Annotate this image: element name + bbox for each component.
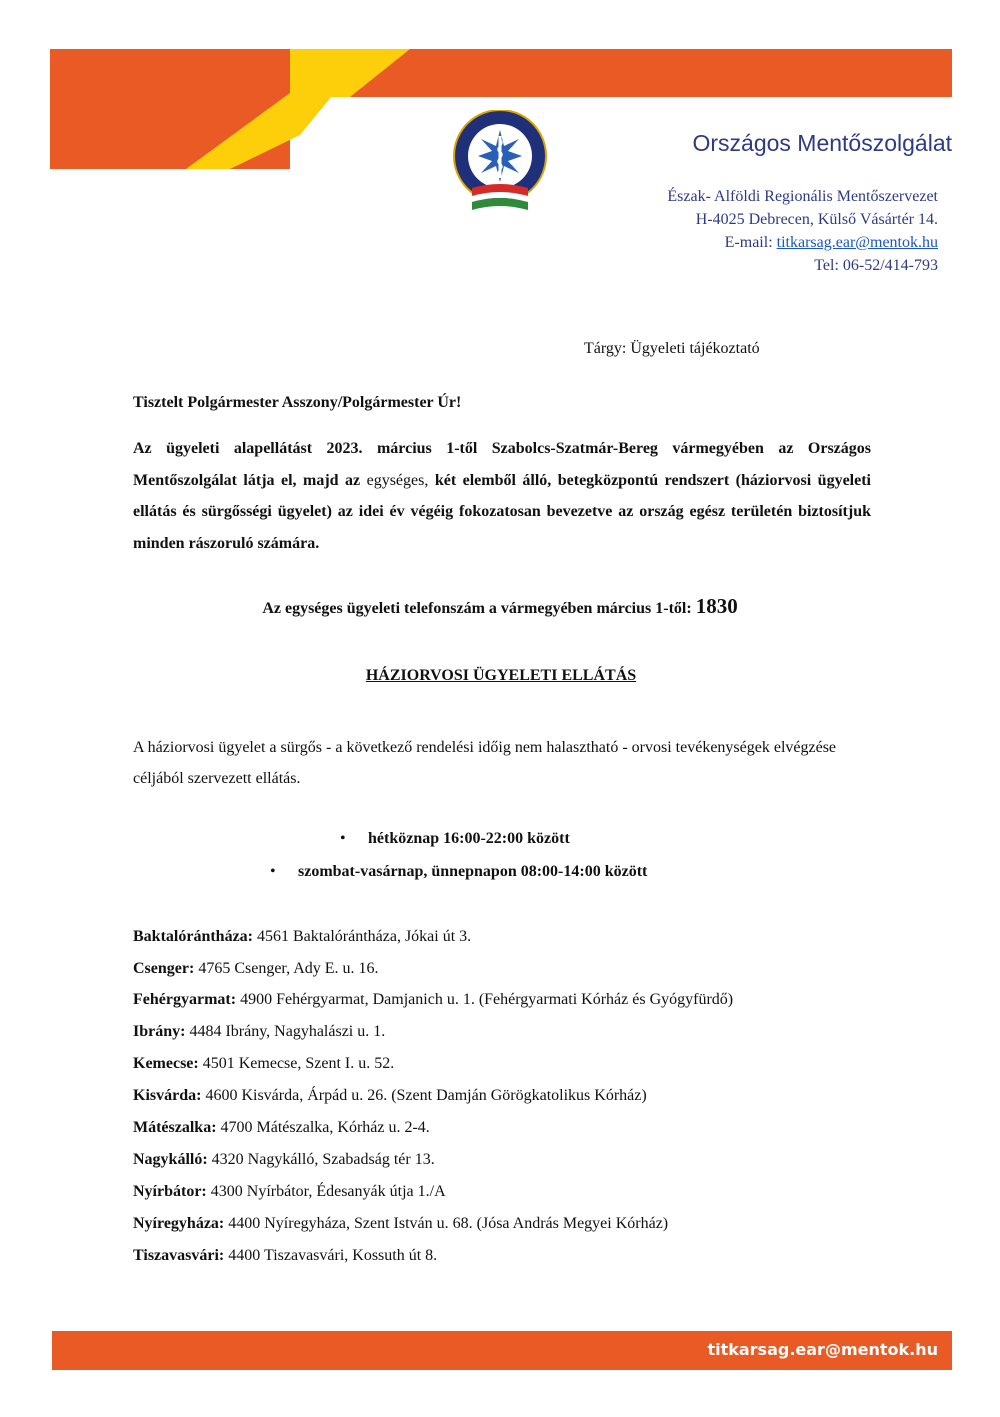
phone-number: 1830 bbox=[695, 594, 738, 618]
intro-paragraph bbox=[133, 433, 871, 559]
location-address: 4900 Fehérgyarmat, Damjanich u. 1. (Fehérgyarmati Kórház és Gyógyfürdő) bbox=[236, 991, 734, 1008]
location-town: Nagykálló: bbox=[133, 1151, 208, 1168]
location-address: 4600 Kisvárda, Árpád u. 26. (Szent Damján Görögkatolikus Kórház) bbox=[201, 1087, 647, 1104]
hours-item bbox=[340, 830, 570, 848]
location-item bbox=[133, 1119, 430, 1137]
location-item bbox=[133, 991, 733, 1009]
location-item bbox=[133, 1247, 437, 1265]
salutation: Tisztelt Polgármester Asszony/Polgármester Úr! bbox=[133, 394, 462, 411]
location-item bbox=[133, 1087, 647, 1105]
intro-text-1: Az ügyeleti alapellátást 2023. március 1-től Szabolcs-Szatmár-Bereg vármegyében az Országos Mentőszolgálat látja el, majd az bbox=[133, 440, 871, 489]
location-item bbox=[133, 1183, 446, 1201]
location-item bbox=[133, 960, 379, 978]
phone-intro: Az egységes ügyeleti telefonszám a vármegyében március 1-től: bbox=[262, 600, 696, 617]
location-town: Kisvárda: bbox=[133, 1087, 202, 1104]
intro-text-2: két elemből álló, betegközpontú rendszert (háziorvosi ügyeleti ellátás és sürgősségi ügyelet) az idei év végéig fokozatosan bevezetve az ország egész területén biztosítjuk minden rászoruló számára. bbox=[133, 471, 872, 552]
location-town: Kemecse: bbox=[133, 1055, 199, 1072]
location-address: 4501 Kemecse, Szent I. u. 52. bbox=[198, 1055, 395, 1072]
hours-text: hétköznap 16:00-22:00 között bbox=[368, 830, 570, 847]
location-town: Nyíregyháza: bbox=[133, 1215, 225, 1232]
subject: Tárgy: Ügyeleti tájékoztató bbox=[584, 340, 760, 357]
location-item bbox=[133, 1151, 435, 1169]
location-town: Baktalórántháza: bbox=[133, 928, 253, 945]
address: H-4025 Debrecen, Külső Vásártér 14. bbox=[695, 211, 938, 228]
location-town: Mátészalka: bbox=[133, 1119, 217, 1136]
location-town: Ibrány: bbox=[133, 1023, 186, 1040]
location-town: Csenger: bbox=[133, 960, 195, 977]
footer-email[interactable]: titkarsag.ear@mentok.hu bbox=[707, 1340, 938, 1359]
regional-unit: Észak- Alföldi Regionális Mentőszervezet bbox=[667, 188, 938, 205]
location-town: Tiszavasvári: bbox=[133, 1247, 225, 1264]
description: A háziorvosi ügyelet a sürgős - a következő rendelési időig nem halasztható - orvosi tevékenységek elvégzése céljából szervezett ellátás. bbox=[133, 739, 837, 787]
location-item bbox=[133, 928, 471, 946]
email-label: E-mail: bbox=[724, 234, 777, 251]
location-town: Fehérgyarmat: bbox=[133, 991, 237, 1008]
section-title: HÁZIORVOSI ÜGYELETI ELLÁTÁS bbox=[365, 667, 637, 684]
location-address: 4765 Csenger, Ady E. u. 16. bbox=[194, 960, 379, 977]
location-address: 4300 Nyírbátor, Édesanyák útja 1./A bbox=[206, 1183, 446, 1200]
bullet-icon: • bbox=[340, 830, 346, 847]
location-address: 4484 Ibrány, Nagyhalászi u. 1. bbox=[185, 1023, 386, 1040]
location-address: 4700 Mátészalka, Kórház u. 2-4. bbox=[216, 1119, 430, 1136]
footer-bar bbox=[52, 1331, 952, 1370]
location-address: 4400 Nyíregyháza, Szent István u. 68. (Jósa András Megyei Kórház) bbox=[224, 1215, 669, 1232]
phone-number-line bbox=[0, 594, 1000, 619]
location-address: 4400 Tiszavasvári, Kossuth út 8. bbox=[224, 1247, 438, 1264]
location-item bbox=[133, 1055, 394, 1073]
email-line bbox=[540, 232, 938, 254]
phone: Tel: 06-52/414-793 bbox=[814, 257, 938, 274]
hours-text: szombat-vasárnap, ünnepnapon 08:00-14:00 között bbox=[298, 863, 648, 880]
location-address: 4320 Nagykálló, Szabadság tér 13. bbox=[207, 1151, 435, 1168]
intro-text-plain: egységes, bbox=[366, 471, 429, 489]
bullet-icon: • bbox=[270, 863, 276, 880]
organization-name: Országos Mentőszolgálat bbox=[692, 130, 952, 156]
email-link[interactable]: titkarsag.ear@mentok.hu bbox=[776, 234, 938, 251]
location-item bbox=[133, 1023, 385, 1041]
ambulance-service-logo bbox=[448, 110, 552, 214]
location-address: 4561 Baktalórántháza, Jókai út 3. bbox=[253, 928, 472, 945]
location-item bbox=[133, 1215, 668, 1233]
location-town: Nyírbátor: bbox=[133, 1183, 207, 1200]
hours-item bbox=[270, 863, 647, 881]
